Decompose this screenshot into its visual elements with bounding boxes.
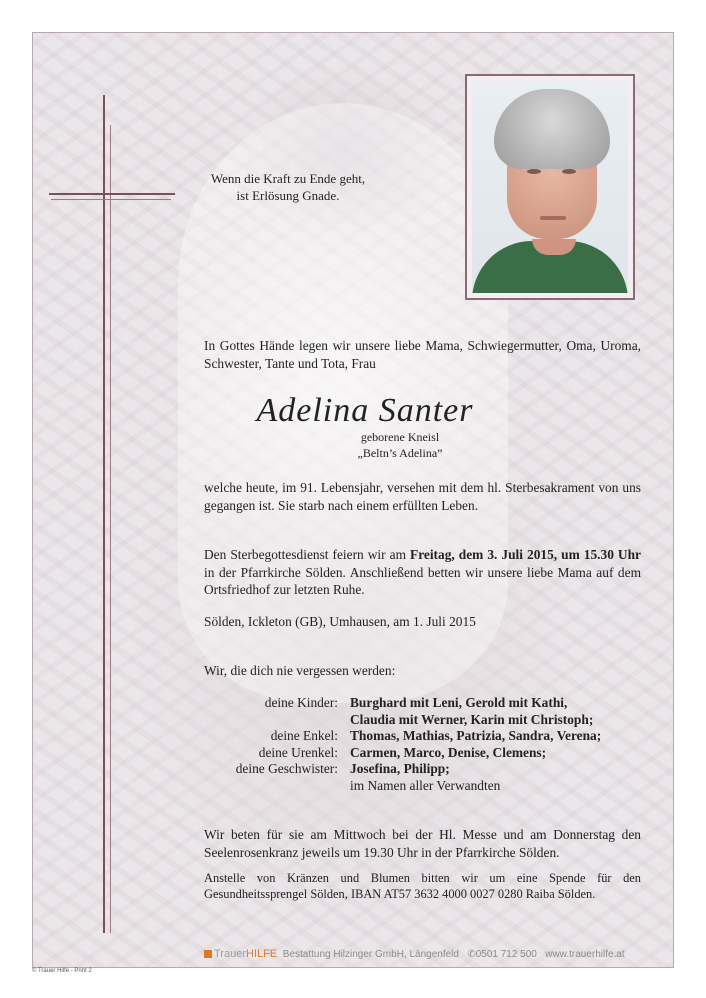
portrait-photo-frame — [465, 74, 635, 300]
footer-branding — [204, 948, 625, 960]
maiden-name: geborene Kneisl — [360, 430, 440, 444]
footer-company: Bestattung Hilzinger GmbH, Längenfeld — [282, 949, 459, 960]
relative-names: Claudia mit Werner, Karin mit Christoph; — [350, 711, 594, 727]
funeral-text-post: in der Pfarrkirche Sölden. Anschließend betten wir unsere liebe Mama auf dem Ortsfriedhof zur letzten Ruhe. — [204, 564, 641, 597]
motto-quote — [188, 170, 388, 204]
relative-names: Carmen, Marco, Denise, Clemens; — [350, 744, 547, 760]
copyright-note: © Trauer Hilfe - Print 2 — [32, 968, 92, 974]
relative-names: Josefina, Philipp; — [350, 761, 450, 776]
relative-names: Thomas, Mathias, Patrizia, Sandra, Verena; — [350, 728, 602, 743]
relative-label: deine Kinder: — [264, 695, 338, 710]
relative-label: deine Urenkel: — [258, 744, 338, 760]
prayer-paragraph: Wir beten für sie am Mittwoch bei der Hl. Messe und am Donnerstag den Seelenrosenkranz jeweils um 19.30 Uhr in der Pfarrkirche Sölden. — [204, 827, 641, 860]
funeral-date: Freitag, dem 3. Juli 2015, um 15.30 Uhr — [410, 547, 641, 562]
donation-paragraph: Anstelle von Kränzen und Blumen bitten wir um eine Spende für den Gesundheitssprengel Sölden, IBAN AT57 3632 4000 0027 0280 Raiba Sölden. — [204, 871, 641, 901]
relative-label — [218, 712, 338, 729]
relative-names: im Namen aller Verwandten — [350, 777, 501, 793]
funeral-paragraph — [204, 546, 641, 599]
passing-paragraph: welche heute, im 91. Lebensjahr, versehen mit dem hl. Sterbesakrament von uns gegangen ist. Sie starb nach einem erfüllten Leben. — [204, 480, 641, 513]
portrait-photo — [472, 81, 628, 293]
trauerhilfe-logo-icon — [204, 950, 212, 958]
motto-line-2: ist Erlösung Gnade. — [236, 188, 340, 203]
relatives-names — [350, 695, 640, 794]
footer-website[interactable]: www.trauerhilfe.at — [545, 949, 625, 960]
place-date: Sölden, Ickleton (GB), Umhausen, am 1. Juli 2015 — [204, 614, 476, 629]
footer-phone: ✆0501 712 500 — [467, 949, 537, 960]
relatives-labels — [218, 695, 338, 778]
relative-label: deine Geschwister: — [235, 761, 338, 776]
relative-names: Burghard mit Leni, Gerold mit Kathi, — [350, 695, 568, 710]
intro-paragraph: In Gottes Hände legen wir unsere liebe Mama, Schwiegermutter, Oma, Uroma, Schwester, Tante und Tota, Frau — [204, 338, 641, 371]
deceased-name: Adelina Santer — [256, 392, 474, 429]
mourners-intro: Wir, die dich nie vergessen werden: — [204, 663, 396, 678]
nickname: „Beltn’s Adelina” — [357, 446, 443, 460]
footer-brand: TrauerHILFE — [214, 948, 278, 960]
relative-label: deine Enkel: — [270, 728, 338, 743]
motto-line-1: Wenn die Kraft zu Ende geht, — [210, 171, 366, 186]
funeral-text-pre: Den Sterbegottesdienst feiern wir am — [204, 547, 411, 562]
